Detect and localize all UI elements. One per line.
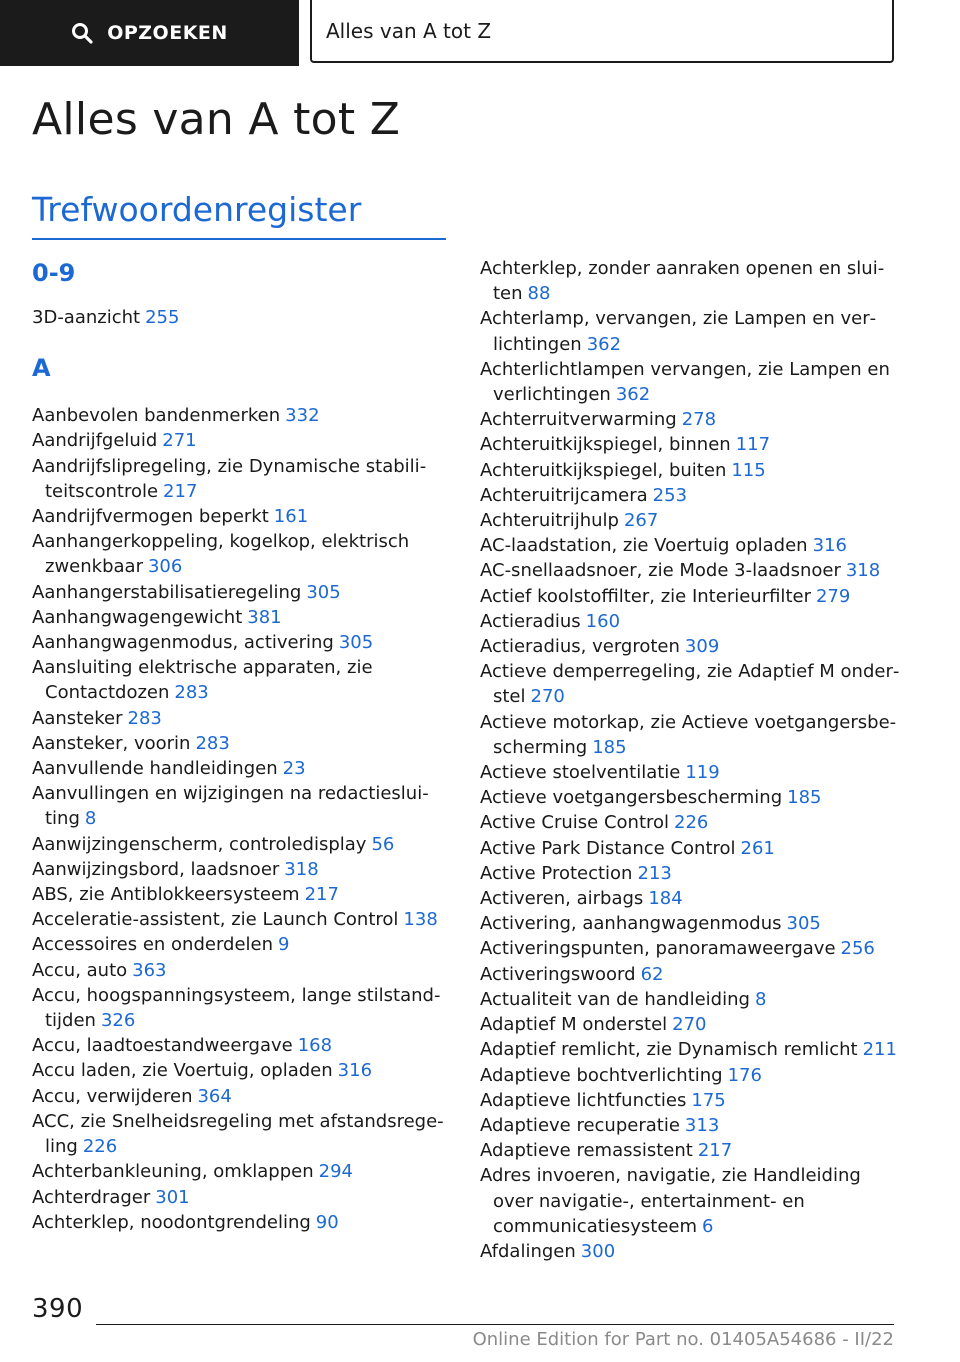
index-column-left — [32, 256, 452, 1235]
index-entry — [480, 810, 900, 835]
index-entry — [480, 533, 900, 558]
index-entry-text: Accu, laadtoestandweergave — [32, 1035, 293, 1057]
index-entry-text: Aanbevolen bandenmerken — [32, 405, 281, 427]
page-link[interactable]: 318 — [845, 560, 881, 582]
page-link[interactable]: 176 — [727, 1064, 762, 1086]
index-entry — [32, 756, 452, 781]
page-link[interactable]: 326 — [100, 1010, 136, 1032]
page-link[interactable]: 261 — [740, 837, 775, 859]
page-link[interactable]: 160 — [585, 610, 621, 632]
page-link[interactable]: 90 — [315, 1211, 339, 1233]
index-entry — [480, 634, 900, 659]
page-link[interactable]: 253 — [652, 484, 688, 506]
index-entry — [32, 605, 452, 630]
page-link[interactable]: 88 — [527, 283, 551, 305]
index-entry — [32, 1033, 452, 1058]
index-entry — [32, 781, 452, 831]
index-entry — [32, 403, 452, 428]
index-entry — [480, 432, 900, 457]
page-link[interactable]: 318 — [284, 858, 319, 880]
index-entry-text: Actieve stoelventilatie — [480, 762, 681, 784]
page-link[interactable]: 305 — [338, 632, 374, 654]
index-entry — [480, 483, 900, 508]
index-entry — [480, 760, 900, 785]
page-link[interactable]: 306 — [147, 556, 183, 578]
index-entry — [32, 958, 452, 983]
page-link[interactable]: 332 — [285, 405, 320, 427]
index-entry-text: Actieradius, vergroten — [480, 636, 680, 658]
page-link[interactable]: 305 — [786, 913, 821, 935]
index-entry-text: Achterdrager — [32, 1186, 151, 1208]
page-subtitle: Trefwoordenregister — [32, 190, 362, 229]
index-entry-text: Achterlichtlampen vervangen, zie Lampen en verlichtingen — [480, 358, 890, 406]
page-link[interactable]: 362 — [615, 384, 651, 406]
index-entry-text: Aandrijfgeluid — [32, 430, 158, 452]
index-entry-text: Aansteker — [32, 707, 123, 729]
index-entry — [480, 357, 900, 407]
index-entry-text: Achteruitrijcamera — [480, 484, 648, 506]
page-link[interactable]: 8 — [84, 808, 97, 830]
index-entry — [480, 508, 900, 533]
index-entry — [480, 659, 900, 709]
page-link[interactable]: 362 — [586, 333, 622, 355]
index-entry-text: Achteruitrijhulp — [480, 510, 619, 532]
index-entry — [480, 1163, 900, 1239]
page-number: 390 — [32, 1294, 84, 1324]
page-link[interactable]: 301 — [155, 1186, 190, 1208]
index-entry — [480, 936, 900, 961]
index-entry-text: Aanhangerstabilisatieregeling — [32, 581, 302, 603]
page-link[interactable]: 226 — [82, 1136, 118, 1158]
index-entry — [32, 1084, 452, 1109]
page-link[interactable]: 381 — [247, 606, 282, 628]
page-link[interactable]: 278 — [681, 409, 717, 431]
index-entry — [480, 558, 900, 583]
page-link[interactable]: 305 — [306, 581, 341, 603]
page-link[interactable]: 255 — [145, 307, 180, 328]
index-entry-text: Aanhangwagengewicht — [32, 606, 243, 628]
index-entry — [480, 987, 900, 1012]
index-entry-text: Aanvullingen en wijzigingen na redactiesluiting — [32, 783, 429, 830]
page-link[interactable]: 217 — [163, 480, 198, 502]
page-link[interactable]: 279 — [815, 585, 851, 607]
index-entry-text: Adaptieve bochtverlichting — [480, 1064, 723, 1086]
index-entry — [480, 1239, 900, 1264]
index-entry — [32, 428, 452, 453]
index-entry — [32, 1058, 452, 1083]
index-entry-text: Accessoires en onderdelen — [32, 934, 274, 956]
page-link[interactable]: 185 — [787, 787, 822, 809]
index-entry — [480, 256, 900, 306]
page-link[interactable]: 217 — [697, 1140, 733, 1162]
page-link[interactable]: 316 — [812, 535, 847, 557]
index-entry — [480, 1088, 900, 1113]
search-icon — [71, 22, 93, 44]
index-entry-text: Achterklep, noodontgrendeling — [32, 1211, 311, 1233]
index-entry-text: Aanhangwagenmodus, activering — [32, 632, 334, 654]
page-link[interactable]: 256 — [840, 938, 875, 960]
index-entry-text: Achterruitverwarming — [480, 409, 677, 431]
index-entry — [32, 1210, 452, 1235]
index-entry-text: Actieve demperregeling, zie Adaptief M onderstel — [480, 661, 900, 708]
index-entry-text: Achteruitkijkspiegel, buiten — [480, 459, 727, 481]
index-entry — [32, 731, 452, 756]
page-link[interactable]: 363 — [132, 959, 167, 981]
index-entry-text: Actieve motorkap, zie Actieve voetgangersbescherming — [480, 711, 897, 758]
page-link[interactable]: 8 — [754, 988, 767, 1010]
index-entry — [32, 1159, 452, 1184]
index-entry-text: Acceleratie-assistent, zie Launch Control — [32, 909, 399, 931]
index-entry — [32, 706, 452, 731]
index-entry-text: Afdalingen — [480, 1240, 576, 1262]
index-entry — [480, 1063, 900, 1088]
index-entry — [480, 584, 900, 609]
index-entry-text: Adaptieve recuperatie — [480, 1114, 680, 1136]
page-link[interactable]: 23 — [282, 758, 306, 780]
index-entry-text: AC-laadstation, zie Voertuig opladen — [480, 535, 808, 557]
breadcrumb[interactable] — [310, 0, 894, 63]
footer-divider — [96, 1324, 894, 1325]
index-entry-text: Active Cruise Control — [480, 812, 670, 834]
section-letter: 0-9 — [32, 259, 76, 287]
index-entry-text: AC-snellaadsnoer, zie Mode 3-laadsnoer — [480, 560, 841, 582]
index-entry — [480, 1113, 900, 1138]
index-entry — [480, 836, 900, 861]
index-entry — [480, 407, 900, 432]
index-entry-text: Accu laden, zie Voertuig, opladen — [32, 1060, 333, 1082]
index-entry-text: Achteruitkijkspiegel, binnen — [480, 434, 731, 456]
index-entry-text: Accu, hoogspanningsysteem, lange stilstandtijden — [32, 984, 441, 1032]
page-link[interactable]: 9 — [278, 934, 290, 956]
index-entry-text: Accu, auto — [32, 959, 128, 981]
page-link[interactable]: 270 — [672, 1014, 707, 1036]
page-link[interactable]: 184 — [648, 888, 683, 910]
index-entry-text: Actieve voetgangersbescherming — [480, 787, 783, 809]
index-entry-text: Accu, verwijderen — [32, 1085, 193, 1107]
index-entry — [480, 458, 900, 483]
section-letter: A — [32, 354, 51, 383]
page-link[interactable]: 283 — [195, 732, 230, 754]
page-link[interactable]: 138 — [403, 909, 438, 931]
index-entry-text: Aanwijzingenscherm, controledisplay — [32, 833, 367, 855]
index-entry — [480, 1037, 900, 1062]
index-entry — [32, 529, 452, 579]
top-navigation — [0, 0, 960, 66]
index-entry — [480, 306, 900, 356]
page-link[interactable]: 313 — [684, 1114, 720, 1136]
index-entry — [480, 911, 900, 936]
page-link[interactable]: 175 — [691, 1089, 726, 1111]
index-entry — [32, 983, 452, 1033]
footer-edition: Online Edition for Part no. 01405A54686 - II/22 — [472, 1329, 894, 1350]
index-entry — [32, 630, 452, 655]
page-link[interactable]: 217 — [304, 884, 339, 906]
index-entry-text: Aandrijfvermogen beperkt — [32, 506, 269, 528]
page-link[interactable]: 294 — [318, 1161, 353, 1183]
index-entry-text: Aanvullende handleidingen — [32, 758, 278, 780]
index-entry-text: Activeren, airbags — [480, 888, 644, 910]
index-entry-text: Adres invoeren, navigatie, zie Handleiding over navigatie-, entertainment- en communicatiesysteem — [480, 1165, 861, 1237]
index-entry-text: Achterklep, zonder aanraken openen en sluiten — [480, 258, 885, 305]
index-entry-text: 3D-aanzicht — [32, 307, 141, 328]
search-button[interactable] — [0, 0, 299, 66]
index-entry — [32, 305, 452, 330]
index-entry — [480, 861, 900, 886]
page-link[interactable]: 270 — [530, 686, 565, 708]
index-entry-text: Achterbankleuning, omklappen — [32, 1161, 314, 1183]
index-entry-text: Aanwijzingsbord, laadsnoer — [32, 858, 280, 880]
page-link[interactable]: 316 — [337, 1060, 373, 1082]
index-entry — [32, 580, 452, 605]
page-title: Alles van A tot Z — [32, 94, 401, 145]
page-link[interactable]: 211 — [862, 1039, 897, 1061]
index-entry-text: Adaptieve remassistent — [480, 1140, 693, 1162]
page-link[interactable]: 117 — [735, 434, 771, 456]
page-link[interactable]: 364 — [197, 1085, 232, 1107]
index-entry — [480, 886, 900, 911]
page-link[interactable]: 185 — [592, 736, 627, 758]
page-link[interactable]: 267 — [623, 510, 659, 532]
page-link[interactable]: 56 — [371, 833, 395, 855]
index-entry-text: Actief koolstoffilter, zie Interieurfilter — [480, 585, 811, 607]
index-entry — [480, 1138, 900, 1163]
index-entry-text: Aansluiting elektrische apparaten, zie Contactdozen — [32, 657, 373, 704]
index-entry — [32, 454, 452, 504]
index-entry-text: Adaptieve lichtfuncties — [480, 1089, 687, 1111]
page-link[interactable]: 119 — [685, 762, 720, 784]
index-entry-text: Aandrijfslipregeling, zie Dynamische stabiliteitscontrole — [32, 455, 427, 502]
index-entry-text: Active Protection — [480, 862, 633, 884]
index-entry — [480, 710, 900, 760]
page-link[interactable]: 62 — [640, 963, 664, 985]
index-entry — [32, 504, 452, 529]
index-entry — [480, 785, 900, 810]
index-entry — [32, 832, 452, 857]
page-link[interactable]: 6 — [702, 1215, 714, 1237]
index-entry-text: Aanhangerkoppeling, kogelkop, elektrisch zwenkbaar — [32, 531, 410, 578]
index-entry-text: Activeringspunten, panoramaweergave — [480, 938, 836, 960]
page-link[interactable]: 115 — [731, 459, 766, 481]
index-entry — [480, 609, 900, 634]
index-entry — [32, 882, 452, 907]
page-link[interactable]: 283 — [174, 682, 209, 704]
index-entry-text: Activering, aanhangwagenmodus — [480, 913, 782, 935]
page-link[interactable]: 226 — [674, 812, 709, 834]
index-entry — [480, 962, 900, 987]
index-entry-text: Adaptief M onderstel — [480, 1014, 668, 1036]
page-link[interactable]: 300 — [580, 1240, 616, 1262]
index-entry-text: Aansteker, voorin — [32, 732, 191, 754]
index-entry — [32, 655, 452, 705]
index-entry — [480, 1012, 900, 1037]
index-entry-text: Adaptief remlicht, zie Dynamisch remlicht — [480, 1039, 858, 1061]
index-entry-text: ABS, zie Antiblokkeersysteem — [32, 884, 300, 906]
page-link[interactable]: 271 — [162, 430, 197, 452]
index-entry — [32, 1109, 452, 1159]
breadcrumb-label: Alles van A tot Z — [326, 18, 492, 43]
page-link[interactable]: 168 — [297, 1035, 333, 1057]
page-link[interactable]: 283 — [127, 707, 162, 729]
index-entry — [32, 932, 452, 957]
page-link[interactable]: 213 — [637, 862, 672, 884]
page-link[interactable]: 161 — [273, 506, 309, 528]
page-link[interactable]: 309 — [684, 636, 720, 658]
index-entry-text: ACC, zie Snelheidsregeling met afstandsregeling — [32, 1110, 444, 1158]
index-entry — [32, 857, 452, 882]
subtitle-divider — [32, 238, 446, 240]
index-entry — [32, 1185, 452, 1210]
index-entry-text: Actualiteit van de handleiding — [480, 988, 750, 1010]
index-column-right — [480, 256, 900, 1264]
index-entry-text: Active Park Distance Control — [480, 837, 736, 859]
index-entry-text: Achterlamp, vervangen, zie Lampen en verlichtingen — [480, 308, 877, 355]
index-entry — [32, 907, 452, 932]
index-entry-text: Activeringswoord — [480, 963, 636, 985]
search-label: OPZOEKEN — [107, 22, 228, 44]
index-entry-text: Actieradius — [480, 610, 581, 632]
